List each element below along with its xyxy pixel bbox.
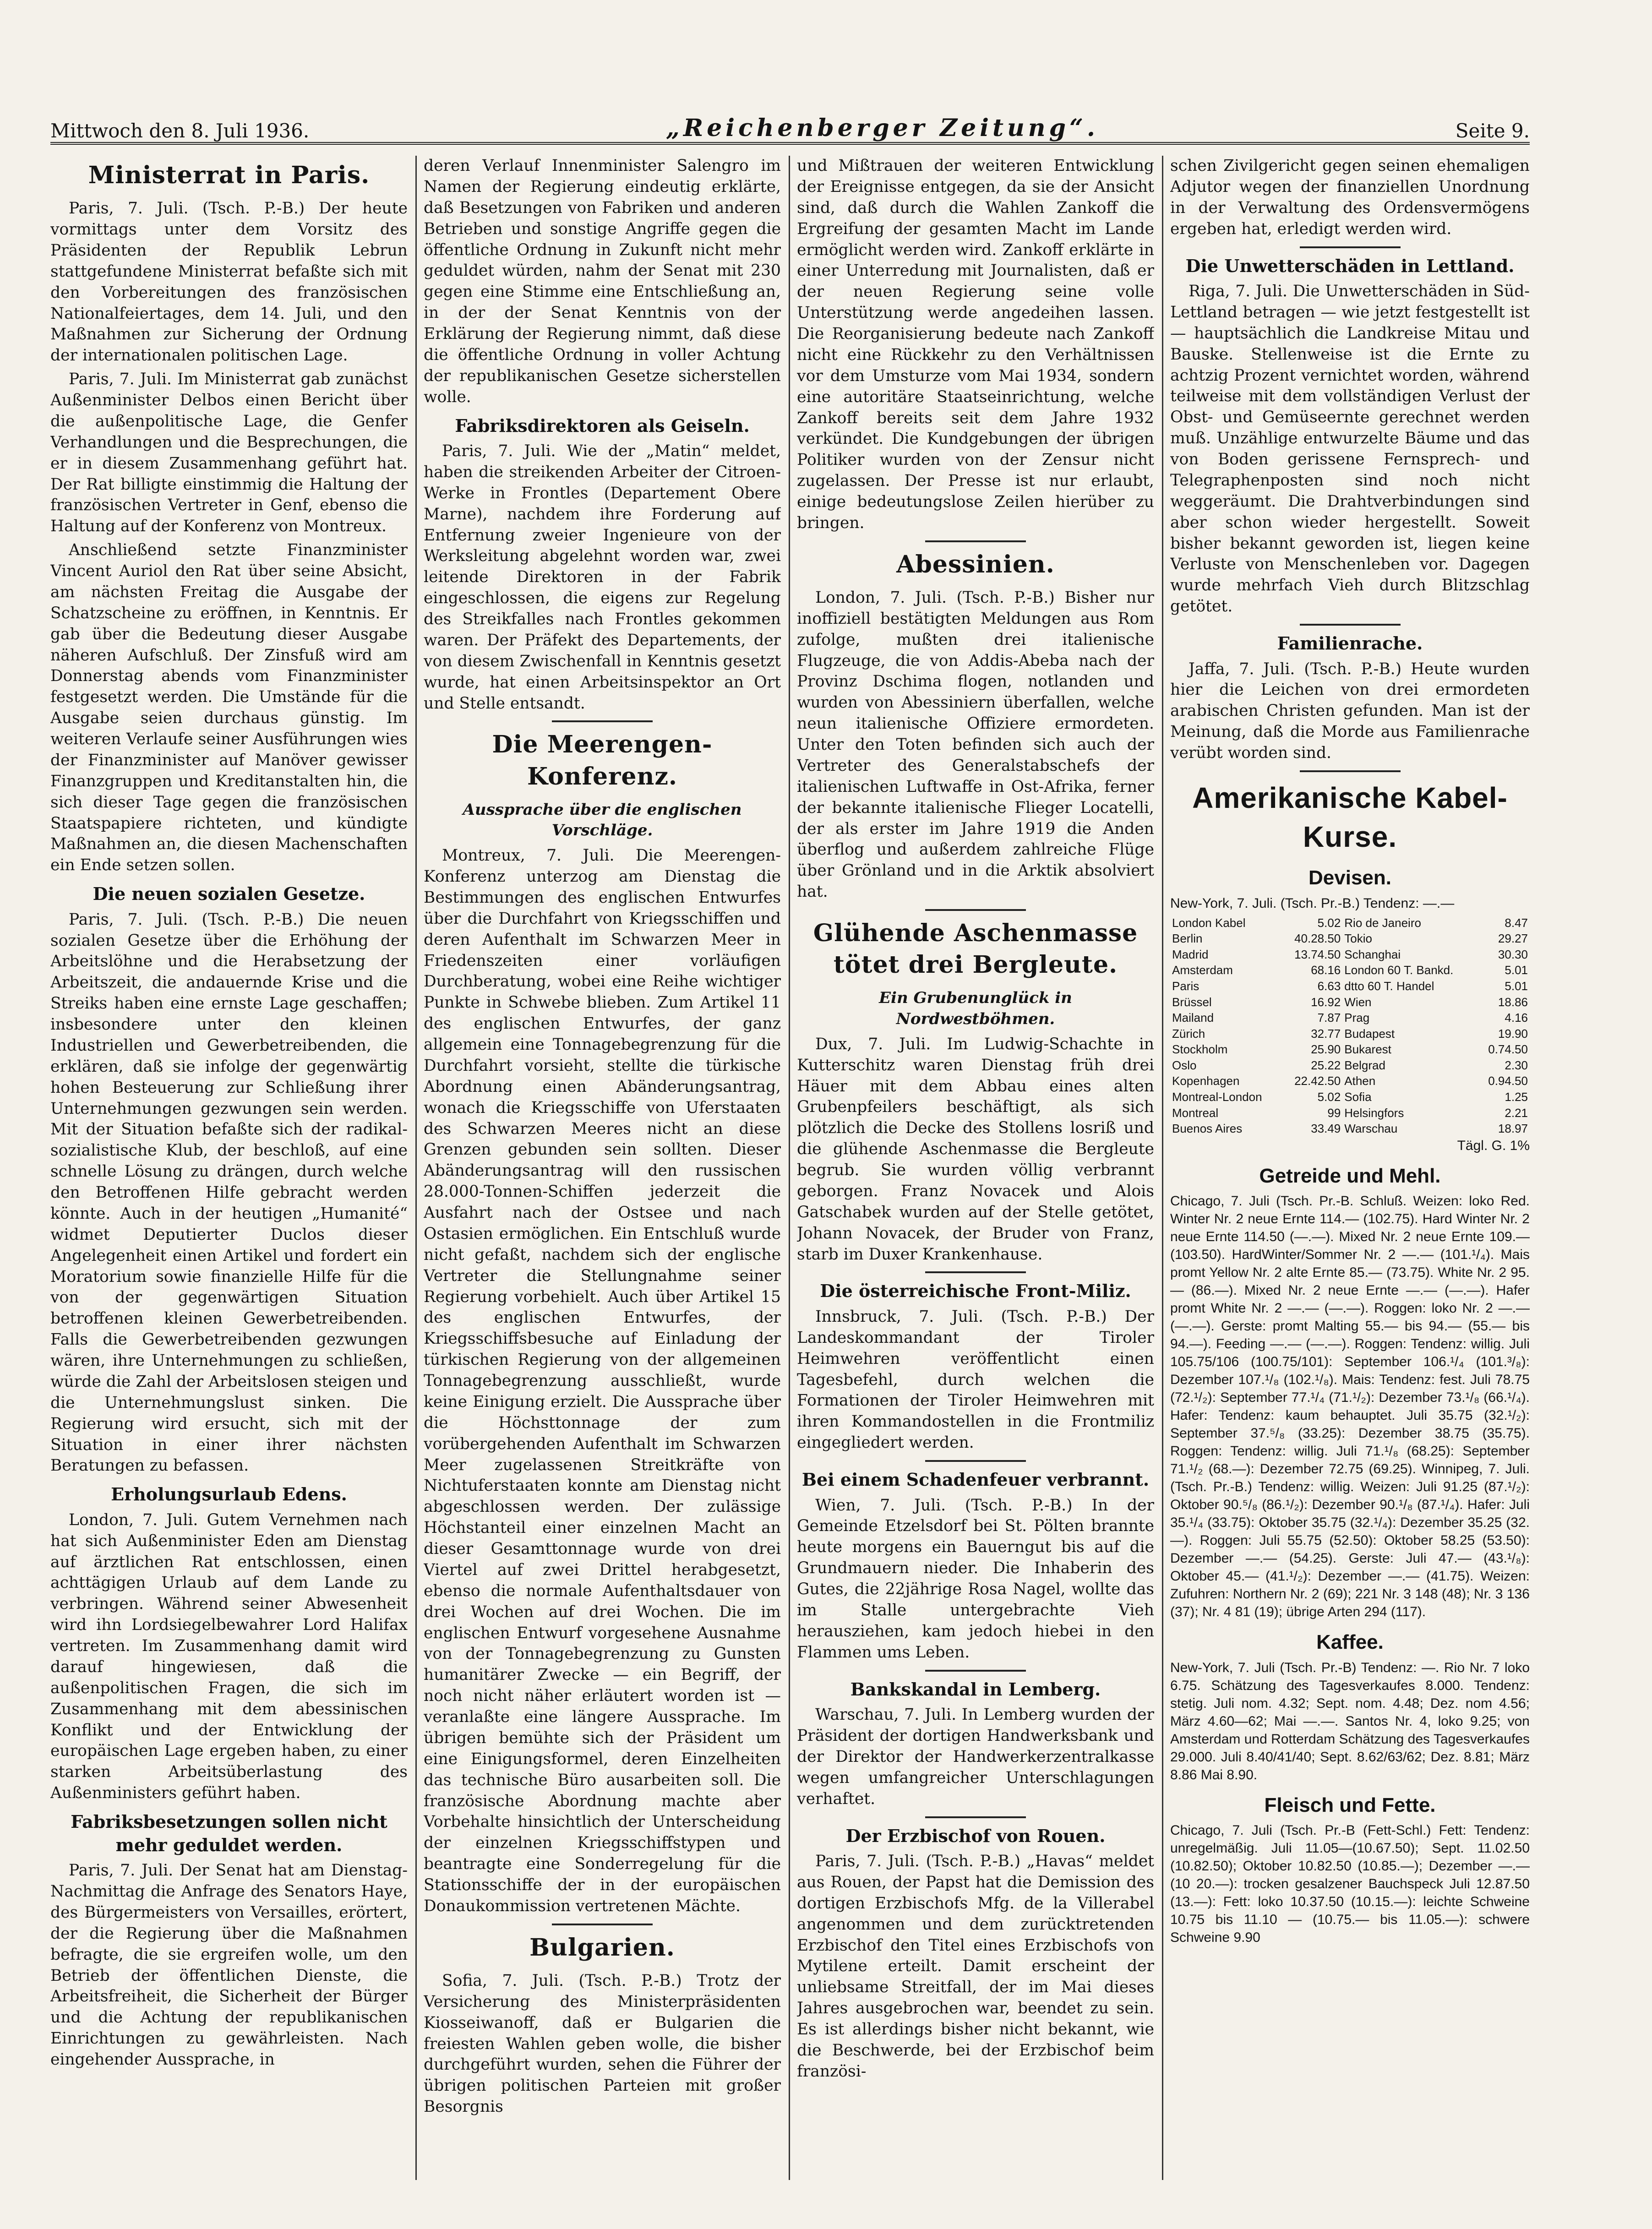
paragraph: Jaffa, 7. Juli. (Tsch. P.-B.) Heute wurden hier die Leichen von drei ermordeten arabischen Christen gefunden. Man ist der Meinung, daß die Morde aus Familienrache verübt worden sind. [1170, 659, 1530, 763]
currency-place: Warschau [1344, 1122, 1398, 1136]
currency-rate: 25.90 [1311, 1042, 1341, 1057]
article-title: Familienrache. [1277, 633, 1423, 654]
currency-row [1170, 1105, 1530, 1121]
currency-place: Berlin [1172, 932, 1203, 946]
currency-rate: 30.30 [1498, 947, 1528, 961]
separator [1300, 624, 1401, 626]
paragraph: Paris, 7. Juli. (Tsch. P.-B.) Der heute vormittags unter dem Vorsitz des Präsidenten der Republik Lebrun stattgefundene Ministerrat befaßte sich mit den Vorbereitungen des französischen Nationalfeiertages, dem 14. Juli, und den Maßnahmen zur Sicherung der Ordnung der internationalen politischen Lage. [50, 199, 408, 365]
currency-rate: 13.74.50 [1294, 947, 1341, 961]
columns [50, 156, 1530, 2180]
separator [552, 1924, 653, 1925]
currency-place: Kopenhagen [1172, 1074, 1240, 1088]
currency-place: Amsterdam [1172, 963, 1233, 977]
currency-row [1170, 915, 1530, 931]
currency-rate: 1.25 [1505, 1090, 1528, 1104]
currency-rate: 0.94.50 [1488, 1074, 1528, 1088]
currency-row [1170, 1073, 1530, 1089]
paragraph: Sofia, 7. Juli. (Tsch. P.-B.) Trotz der Versicherung des Ministerpräsidenten Kiosseiwanoff, daß er Bulgarien die freiesten Wahlen geben wolle, die bisher durchgeführt wurden, sehen die Führer der übrigen politischen Parteien mit großer Besorgnis [424, 1971, 781, 2116]
newspaper-page [50, 101, 1530, 2189]
currency-place: Zürich [1172, 1026, 1205, 1041]
paragraph: Wien, 7. Juli. (Tsch. P.-B.) In der Gemeinde Etzelsdorf bei St. Pölten brannte heute morgens ein Bauerngut bis auf die Grundmauern nieder. Die Inhaberin des Gutes, die 22jährige Rosa Nagel, wollte das im Stalle untergebrachte Vieh herausziehen, kam jedoch hiebei in den Flammen ums Leben. [797, 1496, 1154, 1662]
separator [925, 1460, 1026, 1462]
subheading: Aussprache über die englischen Vorschläge. [463, 800, 742, 839]
separator [552, 720, 653, 722]
currency-rate: 0.74.50 [1488, 1042, 1528, 1057]
article-title: Der Erzbischof von Rouen. [845, 1825, 1106, 1846]
paragraph: Innsbruck, 7. Juli. (Tsch. P.-B.) Der Landeskommandant der Tiroler Heimwehren veröffentlicht einen Tagesbefehl, durch welchen die Formationen der Tiroler Heimwehren mit ihren Kommandostellen in die Frontmiliz eingegliedert werden. [797, 1307, 1154, 1452]
currency-rate: 7.87 [1317, 1011, 1341, 1025]
newspaper-title: „Reichenberger Zeitung“. [666, 114, 1099, 142]
currency-rate: 99 [1327, 1106, 1341, 1120]
note-label: Tägl. G. [1457, 1138, 1506, 1153]
currency-row [1170, 1041, 1530, 1057]
separator [925, 909, 1026, 911]
market-section-title: Getreide und Mehl. [1259, 1164, 1441, 1187]
separator [1300, 246, 1401, 248]
market-text: Chicago, 7. Juli (Tsch. Pr.-B. Schluß. Weizen: loko Red. Winter Nr. 2 neue Ernte 114.— (102.75). Hard Winter Nr. 2 neue Ernte 114.50 (—.—). Mixed Nr. 2 neue Ernte 109.— (103.50). HardWinter/Sommer Nr. 2 —.— (101.¹/₄). Mais promt Yellow Nr. 2 alte Ernte 85.— (73.75). White Nr. 2 95.— (86.—). Mixed Nr. 2 neue Ernte —.— (—.—). Hafer promt White Nr. 2 —.— (—.—). Roggen: loko Nr. 2 —.— (—.—). Gerste: promt Malting 55.— bis 94.— (55.— bis 94.—). Feeding —.— (—.—). Roggen: Tendenz: willig. Juli 105.75/106 (100.75/101): September 106.¹/₄ (101.³/₈): Dezember 107.¹/₈ (102.¹/₈). Mais: Tendenz: fest. Juli 78.75 (72.¹/₂): September 77.¹/₄ (71.¹/₂): Dezember 73.¹/₈ (66.¹/₄). Hafer: Tendenz: kaum behauptet. Juli 35.75 (32.¹/₂): September 37.⁵/₈ (33.25): Dezember 38.75 (35.75). Roggen: Tendenz: willig. Juli 71.¹/₈ (68.25): September 71.¹/₂ (68.—): Dezember 72.75 (69.25). Winnipeg, 7. Juli. (Tsch. Pr.-B.) Tendenz: willig. Weizen: Juli 91.25 (87.¹/₂): Oktober 90.⁵/₈ (86.¹/₂): Dezember 90.¹/₈ (87.¹/₄). Hafer: Juli 35.¹/₄ (33.75): Oktober 35.75 (32.¹/₄): Dezember 35.25 (32.—). Roggen: Juli 55.75 (52.50): Oktober 58.25 (53.50): Dezember —.— (54.25). Gerste: Juli 47.— (43.¹/₈): Oktober 45.— (41.¹/₂): Dezember —.— (41.75). Weizen: Zufuhren: Northern Nr. 2 (69); 221 Nr. 3 148 (48); Nr. 3 136 (37); Nr. 4 81 (19); übrige Arten 294 (117). [1170, 1194, 1530, 1620]
currency-place: Stockholm [1172, 1042, 1228, 1057]
market-head: New-York, 7. Juli. (Tsch. Pr.-B.) Tendenz: —.— [1170, 895, 1455, 911]
currency-rate: 33.49 [1311, 1122, 1341, 1136]
currency-row [1170, 962, 1530, 978]
currency-place: Mailand [1172, 1011, 1214, 1025]
currency-rate: 29.27 [1498, 932, 1528, 946]
page-number: Seite 9. [1455, 120, 1530, 142]
paragraph: London, 7. Juli. (Tsch. P.-B.) Bisher nur inoffiziell bestätigten Meldungen aus Rom zufolge, mußten drei italienische Flugzeuge, die von Addis-Abeba nach der Provinz Dschima flogen, notlanden und wurden von Abessiniern überfallen, welche neun italienische Offiziere ermordeten. Unter den Toten befinden sich auch der Vertreter des Generalstabschefs der italienischen Luftwaffe in Ost-Afrika, ferner der bekannte italienische Flieger Locatelli, der als erster im Jahre 1919 die Anden überflog und außerdem zahlreiche Flüge über Grönland und in die Arktik absolviert hat. [797, 588, 1154, 901]
issue-date: Mittwoch den 8. Juli 1936. [50, 120, 310, 142]
currency-place: Buenos Aires [1172, 1122, 1243, 1136]
article-title: Die österreichische Front-Miliz. [820, 1281, 1131, 1302]
currency-rate: 19.90 [1498, 1026, 1528, 1041]
currency-place: Wien [1344, 995, 1372, 1009]
currency-rate: 68.16 [1311, 963, 1341, 977]
paragraph: schen Zivilgericht gegen seinen ehemaligen Adjutor wegen der finanziellen Unordnung in der Verwaltung des Ordensvermögens ergeben hat, erledigt werden wird. [1170, 157, 1530, 238]
currency-rate: 5.01 [1505, 963, 1528, 977]
separator [1300, 770, 1401, 772]
market-text: Chicago, 7. Juli (Tsch. Pr.-B (Fett-Schl.) Fett: Tendenz: unregelmäßig. Juli 11.05—(10.67.50); Sept. 11.02.50 (10.82.50); Oktober 10.82.50 (10.85.—); Dezember —.— (10 20.—): trocken gesalzener Bauchspeck Juli 12.87.50 (13.—): Fett: loko 10.37.50 (10.15.—): leichte Schweine 10.75 bis 11.10 — (10.75.— bis 11.05.—): schwere Schweine 9.90 [1170, 1823, 1530, 1946]
currency-place: Brüssel [1172, 995, 1212, 1009]
paragraph: Dux, 7. Juli. Im Ludwig-Schachte in Kutterschitz waren Dienstag früh drei Häuer mit dem Abbau eines alten Grubenpfeilers beschäftigt, als sich plötzlich die Decke des Stollens losriß und die glühende Aschenmasse die Bergleute begrub. Sie wurden völlig verbrannt geborgen. Franz Novacek und Alois Gatschabek wurden auf der Stelle getötet, Johann Novacek, der Bruder von Franz, starb im Duxer Krankenhause. [797, 1035, 1154, 1264]
currency-rate: 5.01 [1505, 979, 1528, 993]
currency-row [1170, 947, 1530, 963]
currency-place: dtto 60 T. Handel [1344, 979, 1434, 993]
note-value: 1% [1510, 1138, 1530, 1153]
market-text: New-York, 7. Juli (Tsch. Pr.-B) Tendenz: —. Rio Nr. 7 loko 6.75. Schätzung des Tagesverkaufes 8.000. Tendenz: stetig. Juli nom. 4.32; Sept. nom. 4.48; Dez. nom 4.56; März 4.60—62; Mai —.—. Santos Nr. 4, loko 9.25; von Amsterdam und Rotterdam Schätzung des Tagesverkaufes 29.000. Juli 8.40/41/40; Sept. 8.62/63/62; Dez. 8.81; März 8.86 Mai 8.90. [1170, 1660, 1530, 1782]
currency-rate: 22.42.50 [1294, 1074, 1341, 1088]
subheading: Erholungsurlaub Edens. [111, 1484, 347, 1505]
currency-place: Bukarest [1344, 1042, 1391, 1057]
subheading: Fabriksdirektoren als Geiseln. [455, 415, 750, 436]
currency-table [1170, 915, 1530, 1137]
paragraph: deren Verlauf Innenminister Salengro im Namen der Regierung eindeutig erklärte, daß Besetzungen von Fabriken und anderen Betrieben und sonstige Angriffe gegen die öffentliche Ordnung in Zukunft nicht mehr geduldet würden, nahm der Senat mit 230 gegen eine Stimme eine Entschließung an, in der der Senat Kenntnis von der Erklärung der Regierung nimmt, daß diese die öffentliche Ordnung in voller Achtung der republikanischen Gesetze sicherstellen wolle. [424, 157, 781, 406]
article-title: Glühende Aschenmasse tötet drei Bergleute. [813, 919, 1138, 979]
currency-place: Belgrad [1344, 1058, 1385, 1072]
currency-row [1170, 1057, 1530, 1074]
paragraph: Paris, 7. Juli. Wie der „Matin“ meldet, haben die streikenden Arbeiter der Citroen-Werke in Frontles (Departement Obere Marne), nachdem ihre Forderung auf Entfernung zweier Ingenieure von der Werksleitung abgelehnt worden war, zwei leitende Direktoren in der Fabrik eingeschlossen, die eigens zur Regelung des Streikfalles nach Frontles gekommen waren. Der Präfekt des Departements, der von diesem Zwischenfall in Kenntnis gesetzt wurde, hat einen Arbeitsinspektor an Ort und Stelle entsandt. [424, 442, 781, 713]
currency-place: Schanghai [1344, 947, 1401, 961]
currency-place: Sofia [1344, 1090, 1372, 1104]
currency-rate: 6.63 [1317, 979, 1341, 993]
currency-row [1170, 1089, 1530, 1105]
article-title: Bankskandal in Lemberg. [850, 1679, 1101, 1700]
article-title: Bei einem Schadenfeuer verbrannt. [801, 1469, 1150, 1490]
article-title: Die Unwetterschäden in Lettland. [1185, 255, 1515, 276]
currency-row [1170, 994, 1530, 1010]
separator [925, 1670, 1026, 1672]
paragraph: Paris, 7. Juli. Der Senat hat am Dienstag-Nachmittag die Anfrage des Senators Haye, des Bürgermeisters von Versailles, erörtert, der die Regierung über die Maßnahmen befragte, die sie ergreifen wolle, um den Betrieb der öffentlichen Dienste, die Arbeitsfreiheit, die Sicherheit der Bürger und die Achtung der republikanischen Einrichtungen zu gewährleisten. Nach eingehender Aussprache, in [50, 1861, 408, 2069]
currency-row [1170, 978, 1530, 994]
paragraph: London, 7. Juli. Gutem Vernehmen nach hat sich Außenminister Eden am Dienstag auf ärztlichen Rat entschlossen, einen achttägigen Urlaub auf dem Lande zu verbringen. Während seiner Abwesenheit wird ihn Lordsiegelbewahrer Lord Halifax vertreten. Im Zusammenhang damit wird darauf hingewiesen, daß die außenpolitischen Fragen, die sich im Zusammenhang mit dem abessinischen Konflikt und der Entwicklung der europäischen Lage ergeben haben, zu einer starken Arbeitsüberlastung des Außenministers geführt haben. [50, 1510, 408, 1803]
currency-row [1170, 1026, 1530, 1042]
currency-place: Rio de Janeiro [1344, 916, 1421, 930]
currency-place: Montreal-London [1172, 1090, 1262, 1104]
subheading: Ein Grubenunglück in Nordwestböhmen. [879, 989, 1072, 1028]
article-title: Abessinien. [896, 550, 1055, 578]
market-note [1170, 1137, 1530, 1155]
column-4 [1170, 156, 1530, 2180]
currency-place: London 60 T. Bankd. [1344, 963, 1454, 977]
article-title: Bulgarien. [529, 1933, 675, 1962]
subheading: Fabriksbesetzungen sollen nicht mehr geduldet werden. [71, 1811, 387, 1855]
paragraph: Montreux, 7. Juli. Die Meerengen-Konferenz unterzog am Dienstag die Bestimmungen des englischen Entwurfes über die Durchfahrt von Kriegsschiffen und deren Aufenthalt im Schwarzen Meer in Friedenszeiten einer vorläufigen Durchberatung, wobei eine Reihe wichtiger Punkte in Schwebe blieben. Zum Artikel 11 des englischen Entwurfes, der ganz allgemein eine Tonnagebegrenzung für die Durchfahrt vorsieht, stellte die türkische Abordnung einen Abänderungsantrag, wonach die Kriegsschiffe von Uferstaaten des Schwarzen Meeres nicht an diese Grenzen gebunden sein sollten. Dieser Abänderungsantrag will den russischen 28.000-Tonnen-Schiffen jederzeit die Ausfahrt nach der Ostsee und nach Ostasien ermöglichen. Ein Entschluß wurde nicht gefaßt, nachdem sich der englische Vertreter die Stellungnahme seiner Regierung vorbehielt. Auch über Artikel 15 des englischen Entwurfes, der Kriegsschiffsbesuche auf Einladung der türkischen Regierung von der allgemeinen Tonnagebegrenzung ausschließt, wurde keine Einigung erzielt. Die Aussprache über die Höchsttonnage der zum vorübergehenden Aufenthalt im Schwarzen Meer zugelassenen Streitkräfte von Nichtuferstaaten konnte am Dienstag nicht abgeschlossen werden. Der zulässige Höchstanteil einer einzelnen Macht an dieser Gesamttonnage wurde von drei Viertel auf zwei Drittel herabgesetzt, ebenso die normale Aufenthaltsdauer von drei Wochen auf drei Wochen. Die im englischen Entwurf vorgesehene Ausnahme von der Tonnagebegrenzung zu Gunsten humanitärer Zwecke — ein Begriff, der noch nicht näher erläutert worden ist — veranlaßte eine längere Aussprache. Im übrigen bemühte sich der Präsident um eine Einigungsformel, deren Einzelheiten das technische Büro ausarbeiten soll. Die französische Abordnung machte aber Vorbehalte hinsichtlich der Unterscheidung der einzelnen Kriegsschiffstypen und beantragte eine Sonderregelung für die Stationsschiffe der in der europäischen Donaukommission vertretenen Mächte. [424, 846, 781, 1915]
paragraph: Anschließend setzte Finanzminister Vincent Auriol den Rat über seine Absicht, am nächsten Freitag die Ausgabe der Schatzscheine zu eröffnen, in Kenntnis. Er gab über die Bedeutung dieser Ausgabe näheren Aufschluß. Der Zinsfuß wird am Donnerstag abends vom Finanzminister festgesetzt werden. Die Umstände für die Ausgabe seien durchaus günstig. Im weiteren Verlaufe seiner Ausführungen wies der Finanzminister auf Manöver gewisser Finanzgruppen und Kreditanstalten hin, die sich dieser Tage gegen die französischen Staatspapiere richteten, und kündigte Maßnahmen an, die diesen Machenschaften ein Ende setzen sollen. [50, 541, 408, 875]
currency-place: Madrid [1172, 947, 1209, 961]
currency-place: Prag [1344, 1011, 1370, 1025]
paragraph: Paris, 7. Juli. (Tsch. P.-B.) Die neuen sozialen Gesetze über die Erhöhung der Arbeitslöhne und die Herabsetzung der Arbeitszeit, die andauernde Krise und die Streiks haben eine ernste Lage geschaffen; insbesondere unter den kleinen Industriellen und Gewerbetreibenden, die erklären, daß sie infolge der gegenwärtig hohen Besteuerung zur Schließung ihrer Unternehmungen gezwungen sein werden. Mit der Situation befaßte sich der radikal-sozialistische Klub, der beschloß, auf eine schnelle Lösung zu drängen, durch welche den Betroffenen Hilfe gebracht werden könnte. Auch in der heutigen „Humanité“ widmet Deputierter Duclos dieser Angelegenheit einen Artikel und fordert ein Moratorium sowie finanzielle Hilfe für die von der gegenwärtigen Situation betroffenen kleinen Gewerbetreibenden. Falls die Gewerbetreibenden gezwungen wären, ihre Unternehmungen zu schließen, würde die Zahl der Arbeitslosen steigen und die Unternehmungslust sinken. Die Regierung wird ersucht, sich mit der Situation in einer ihrer nächsten Beratungen zu befassen. [50, 910, 408, 1475]
column-2 [424, 156, 781, 2180]
column-1 [50, 156, 408, 2180]
currency-place: London Kabel [1172, 916, 1246, 930]
currency-place: Montreal [1172, 1106, 1219, 1120]
currency-place: Budapest [1344, 1026, 1395, 1041]
currency-rate: 2.30 [1505, 1058, 1528, 1072]
column-rule [1162, 156, 1163, 2180]
currency-rate: 4.16 [1505, 1011, 1528, 1025]
currency-rate: 18.86 [1498, 995, 1528, 1009]
market-rates [1170, 779, 1530, 1946]
currency-rate: 5.02 [1317, 916, 1341, 930]
market-section-title: Kaffee. [1316, 1631, 1384, 1654]
paragraph: Riga, 7. Juli. Die Unwetterschäden in Süd-Lettland betragen — wie jetzt festgestellt ist — hauptsächlich die Landkreise Mitau und Bauske. Stellenweise ist die Ernte zu achtzig Prozent vernichtet worden, während teilweise mit dem vollständigen Verlust der Obst- und Gemüseernte gerechnet werden muß. Unzählige entwurzelte Bäume und das von Boden gerissene Fernsprech- und Telegraphenposten sind noch nicht weggeräumt. Die Drahtverbindungen sind aber schon wieder hergestellt. Soweit bisher bekannt geworden ist, liegen keine Verluste von Menschenleben vor. Dagegen wurde mehrfach Vieh durch Blitzschlag getötet. [1170, 282, 1530, 616]
separator [925, 540, 1026, 542]
paragraph: und Mißtrauen der weiteren Entwicklung der Ereignisse entgegen, da sie der Ansicht sind, daß durch die Wahlen Zankoff die Ergreifung der gesamten Macht im Lande ermöglicht werden wird. Zankoff erklärte in einer Unterredung mit Journalisten, daß er der neuen Regierung seine volle Unterstützung werde angedeihen lassen. Die Reorganisierung bedeute nach Zankoff nicht eine Rückkehr zu den Verhältnissen vor dem Umsturze vom Mai 1934, sondern eine autoritäre Staatseinrichtung, welche Zankoff bereits seit dem Jahre 1932 verkündet. Die Kundgebungen der übrigen Politiker wurden von der Zensur nicht zugelassen. Der Presse ist nur erlaubt, einige bedeutungslose Zeilen hierüber zu bringen. [797, 157, 1154, 532]
currency-rate: 18.97 [1498, 1122, 1528, 1136]
column-3 [797, 156, 1154, 2180]
currency-rate: 16.92 [1311, 995, 1341, 1009]
currency-rate: 40.28.50 [1294, 932, 1341, 946]
separator [925, 1816, 1026, 1818]
currency-place: Oslo [1172, 1058, 1197, 1072]
currency-rate: 5.02 [1317, 1090, 1341, 1104]
currency-place: Athen [1344, 1074, 1376, 1088]
paragraph: Warschau, 7. Juli. In Lemberg wurden der Präsident der dortigen Handwerksbank und der Direktor der Handwerkerzentralkasse wegen umfangreicher Unterschlagungen verhaftet. [797, 1706, 1154, 1808]
column-rule [789, 156, 790, 2180]
article-title: Ministerrat in Paris. [88, 161, 370, 189]
page-header [50, 101, 1530, 145]
currency-row [1170, 1010, 1530, 1026]
currency-rate: 8.47 [1505, 916, 1528, 930]
currency-place: Tokio [1344, 932, 1372, 946]
article-title: Die Meerengen-Konferenz. [492, 730, 713, 790]
currency-place: Paris [1172, 979, 1199, 993]
column-rule [415, 156, 417, 2180]
paragraph: Paris, 7. Juli. (Tsch. P.-B.) „Havas“ meldet aus Rouen, der Papst hat die Demission des dortigen Erzbischofs Mfg. de la Villerabel angenommen und dem zurücktretenden Erzbischof den Titel eines Erzbischofs von Mytilene erteilt. Damit erscheint der unliebsame Streitfall, der im Mai dieses Jahres ausgebrochen war, beendet zu sein. Es ist allerdings bisher nicht bekannt, wie die Beschwerde, bei der Erzbischof beim französi- [797, 1852, 1154, 2081]
subheading: Die neuen sozialen Gesetze. [93, 883, 365, 905]
currency-place: Helsingfors [1344, 1106, 1404, 1120]
currency-rate: 32.77 [1311, 1026, 1341, 1041]
currency-rate: 2.21 [1505, 1106, 1528, 1120]
currency-rate: 25.22 [1311, 1058, 1341, 1072]
market-section-title: Devisen. [1309, 867, 1391, 889]
market-title: Amerikanische Kabel-Kurse. [1192, 781, 1508, 854]
separator [925, 1271, 1026, 1273]
currency-row [1170, 931, 1530, 947]
paragraph: Paris, 7. Juli. Im Ministerrat gab zunächst Außenminister Delbos einen Bericht über die außenpolitische Lage, die Genfer Verhandlungen und die Besprechungen, die er in diesem Zusammenhang geführt hat. Der Rat billigte einstimmig die Haltung der französischen Vertreter in Genf, ebenso die Haltung auf der Konferenz von Montreux. [50, 370, 408, 536]
currency-row [1170, 1121, 1530, 1137]
market-section-title: Fleisch und Fette. [1264, 1793, 1436, 1816]
